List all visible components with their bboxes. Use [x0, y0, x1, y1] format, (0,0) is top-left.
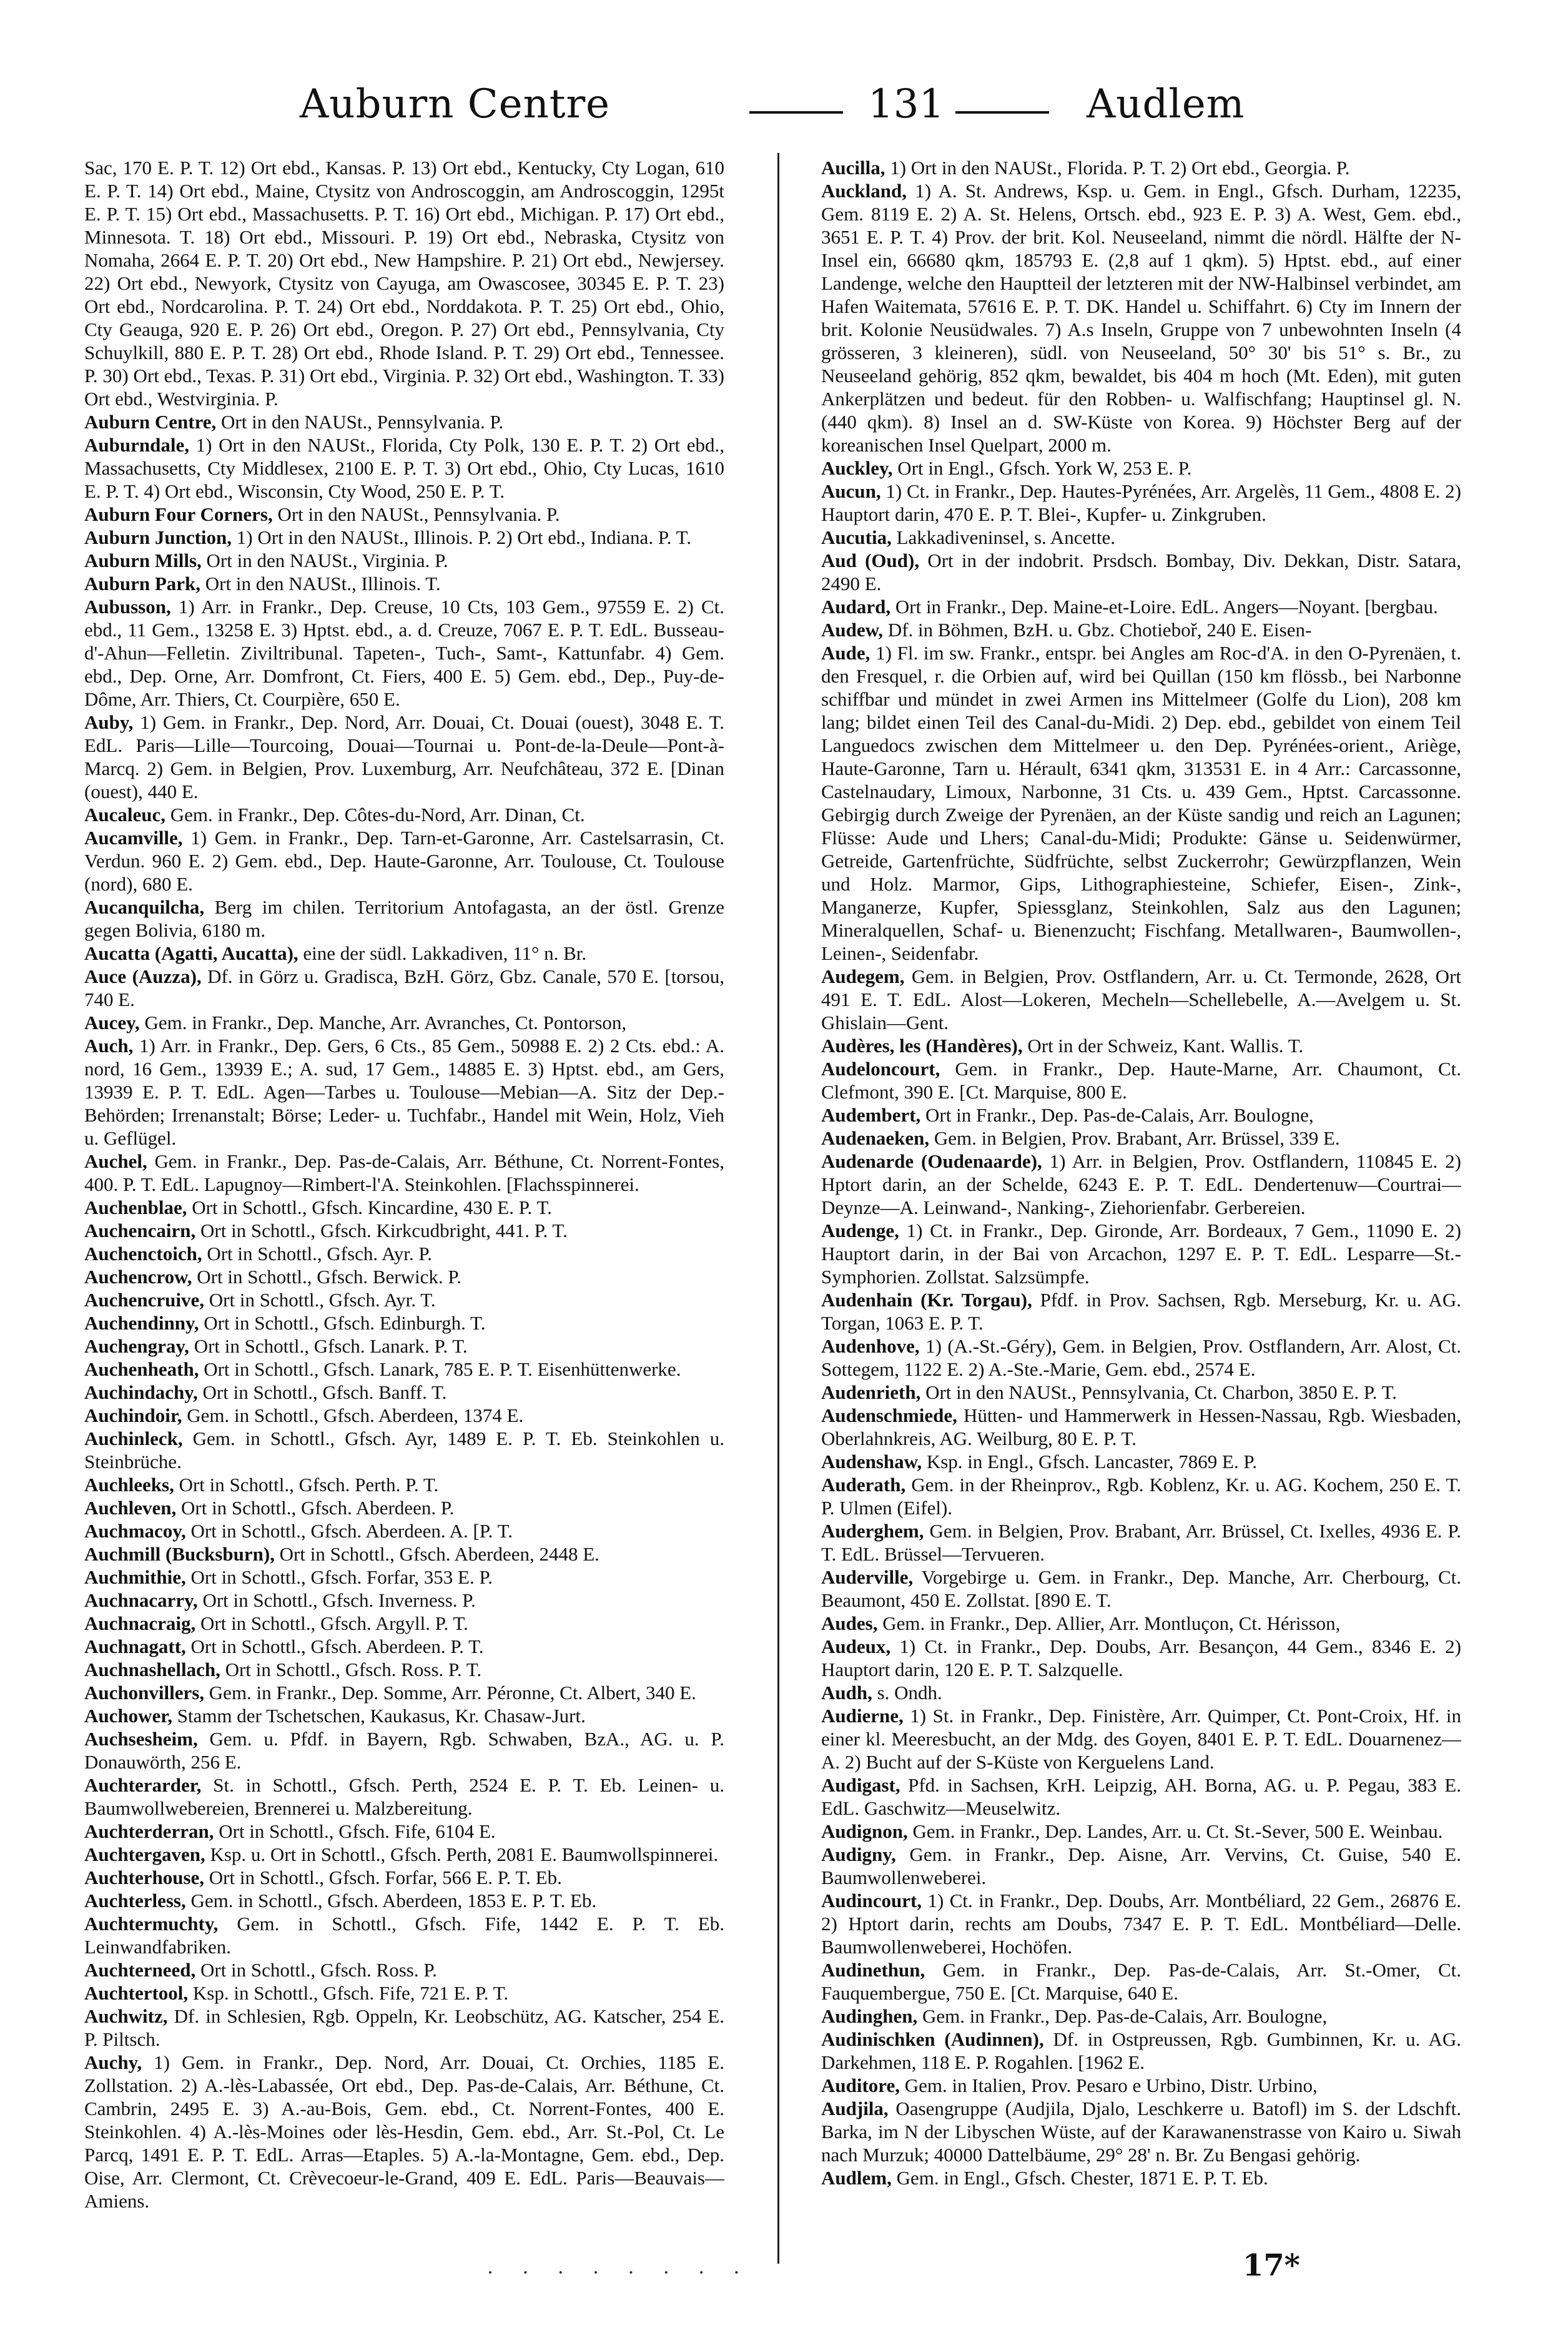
entry-text: Ksp. in Engl., Gfsch. Lancaster, 7869 E. P. [922, 1451, 1257, 1472]
entry-headword: Audenge, [821, 1220, 899, 1241]
entry-text: Ort in Schottl., Gfsch. Lanark, 785 E. P. T. Eisenhüttenwerke. [199, 1358, 681, 1380]
dictionary-entry [84, 1889, 724, 1912]
entry-headword: Aucey, [84, 1012, 140, 1033]
dictionary-entry [84, 1658, 724, 1681]
entry-headword: Auchsesheim, [84, 1728, 198, 1750]
entry-headword: Auchencruive, [84, 1289, 205, 1311]
column-divider [777, 153, 779, 2264]
entry-headword: Auckland, [821, 180, 907, 202]
entry-text: Ort in Schottl., Gfsch. Berwick. P. [192, 1266, 461, 1288]
entry-text: 1) Gem. in Frankr., Dep. Nord, Arr. Douai, Ct. Orchies, 1185 E. Zollstation. 2) A.-lès-Labassée, Ort ebd., Dep. Pas-de-Calais, Arr. Béthune, Ct. Cambrin, 2495 E. 3) A.-au-Bois, Gem. ebd., Ct. Norrent-Fontes, 400 E. Steinkohlen. 4) A.-lès-Moines oder lès-Hesdin, Gem. ebd., Arr. St.-Pol, Ct. Le Parcq, 1491 E. P. T. EdL. Arras—Etaples. 5) A.-la-Montagne, Gem. ebd., Dep. Oise, Arr. Clermont, Ct. Crèvecoeur-le-Grand, 409 E. EdL. Paris—Beauvais—Amiens. [84, 2051, 724, 2212]
entry-headword: Auchtergaven, [84, 1843, 205, 1865]
entry-headword: Auchterneed, [84, 1959, 196, 1981]
dictionary-entry [84, 1727, 724, 1773]
dictionary-entry [84, 433, 724, 503]
dictionary-entry [84, 1612, 724, 1635]
dictionary-entry [84, 1219, 724, 1242]
dictionary-entry [821, 480, 1461, 526]
dictionary-entry [84, 1589, 724, 1612]
dictionary-entry [84, 1958, 724, 1981]
entry-text: Df. in Ostpreussen, Rgb. Gumbinnen, Kr. u. AG. Darkehmen, 118 E. P. Rogahlen. [1962 E. [821, 2028, 1461, 2073]
entry-headword: Audenhove, [821, 1335, 920, 1357]
header-dash-right [955, 111, 1049, 114]
entry-text: Ort in Schottl., Gfsch. Ross. P. T. [220, 1659, 482, 1680]
entry-text: Df. in Böhmen, BzH. u. Gbz. Chotieboř, 240 E. Eisen- [883, 619, 1312, 641]
dictionary-entry [821, 1566, 1461, 1612]
dictionary-entry [821, 641, 1461, 965]
dictionary-entry [84, 1542, 724, 1566]
entry-headword: Auburn Centre, [84, 411, 217, 433]
dictionary-entry [84, 503, 724, 526]
dictionary-entry [84, 1519, 724, 1542]
dictionary-entry [821, 526, 1461, 549]
dictionary-entry [84, 1358, 724, 1381]
left-column [84, 156, 724, 2236]
entry-headword: Auchmacoy, [84, 1520, 186, 1542]
dictionary-entry [84, 711, 724, 803]
dictionary-entry [821, 1404, 1461, 1450]
entry-text: Gem. in Schottl., Gfsch. Fife, 1442 E. P. T. Eb. Leinwandfabriken. [84, 1913, 724, 1958]
entry-text: 1) (A.-St.-Géry), Gem. in Belgien, Prov. Ostflandern, Arr. Alost, Ct. Sottegem, 1122 E. 2) A.-Ste.-Marie, Gem. ebd., 2574 E. [821, 1335, 1461, 1380]
entry-headword: Auchendinny, [84, 1312, 199, 1334]
entry-headword: Audeux, [821, 1635, 891, 1657]
entry-text: Pfd. in Sachsen, KrH. Leipzig, AH. Borna, AG. u. P. Pegau, 383 E. EdL. Gaschwitz—Meuselwitz. [821, 1774, 1461, 1819]
entry-headword: Auch, [84, 1035, 134, 1057]
entry-headword: Auchenheath, [84, 1358, 199, 1380]
entry-text: 1) Ort in den NAUSt., Florida, Cty Polk, 130 E. P. T. 2) Ort ebd., Massachusetts, Cty Middlesex, 2100 E. P. T. 3) Ort ebd., Ohio, Cty Lucas, 1610 E. P. T. 4) Ort ebd., Wisconsin, Cty Wood, 250 E. P. T. [84, 434, 724, 502]
entry-headword: Auburn Mills, [84, 550, 202, 571]
entry-headword: Auchengray, [84, 1335, 189, 1357]
entry-text: Vorgebirge u. Gem. in Frankr., Dep. Manche, Arr. Cherbourg, Ct. Beaumont, 450 E. Zollstat. [890 E. T. [821, 1566, 1461, 1611]
entry-text: Ort in Schottl., Gfsch. Aberdeen. P. T. [185, 1635, 484, 1657]
dictionary-entry [84, 1843, 724, 1866]
entry-headword: Aucun, [821, 480, 881, 502]
entry-text: Gem. in Frankr., Dep. Aisne, Arr. Vervins, Ct. Guise, 540 E. Baumwollenweberei. [821, 1843, 1461, 1888]
entry-text: 1) St. in Frankr., Dep. Finistère, Arr. Quimper, Ct. Pont-Croix, Hf. in einer kl. Meeresbucht, an der Mdg. des Goyen, 8401 E. P. T. EdL. Douarnenez—A. 2) Bucht auf der S-Küste von Kerguelens Land. [821, 1705, 1461, 1773]
entry-headword: Aubusson, [84, 596, 171, 618]
dictionary-entry [821, 1034, 1461, 1057]
dictionary-entry [821, 1219, 1461, 1288]
entry-headword: Auchwitz, [84, 2005, 168, 2027]
entry-headword: Audjila, [821, 2098, 889, 2119]
dictionary-entry [821, 1958, 1461, 2005]
entry-text: St. in Schottl., Gfsch. Perth, 2524 E. P. T. Eb. Leinen- u. Baumwollwebereien, Brennerei u. Malzbereitung. [84, 1774, 724, 1819]
entry-text: Gem. in Belgien, Prov. Brabant, Arr. Brüssel, Ct. Ixelles, 4936 E. P. T. EdL. Brüssel—Tervueren. [821, 1520, 1461, 1565]
entry-headword: Auchterderran, [84, 1820, 214, 1842]
entry-text: 1) Arr. in Belgien, Prov. Ostflandern, 110845 E. 2) Hptort darin, an der Schelde, 6243 E. P. T. EdL. Dendertenuw—Courtrai—Deynze—A. Leinwand-, Nanking-, Ziehorienfabr. Gerbereien. [821, 1150, 1461, 1218]
entry-headword: Aude, [821, 642, 870, 664]
dictionary-entry [84, 549, 724, 572]
entry-text: Ort in Schottl., Gfsch. Forfar, 566 E. P. T. Eb. [204, 1867, 562, 1888]
entry-headword: Audew, [821, 619, 884, 641]
entry-text: Ort in Schottl., Gfsch. Banff. T. [197, 1381, 447, 1403]
entry-text: Gem. in der Rheinprov., Rgb. Koblenz, Kr. u. AG. Kochem, 250 E. T. P. Ulmen (Eifel). [821, 1474, 1461, 1519]
entry-text: Ort in Schottl., Gfsch. Edinburgh. T. [199, 1312, 486, 1334]
entry-headword: Auchmill (Bucksburn), [84, 1543, 275, 1565]
entry-headword: Auce (Auzza), [84, 965, 202, 987]
dictionary-entry [821, 2005, 1461, 2028]
dictionary-entry [821, 179, 1461, 456]
dictionary-entry [821, 456, 1461, 480]
entry-text: Berg im chilen. Territorium Antofagasta, an der östl. Grenze gegen Bolivia, 6180 m. [84, 896, 724, 941]
entry-headword: Auchnacarry, [84, 1589, 198, 1611]
right-column [821, 156, 1461, 2236]
entry-headword: Audenrieth, [821, 1381, 921, 1403]
dictionary-entry [821, 1473, 1461, 1519]
entry-text: Gem. in Frankr., Dep. Haute-Marne, Arr. Chaumont, Ct. Clefmont, 390 E. [Ct. Marquise, 800 E. [821, 1058, 1461, 1103]
dictionary-entry [84, 156, 724, 410]
entry-text: Ort in Schottl., Gfsch. Argyll. P. T. [195, 1612, 468, 1634]
entry-text: Ort in Schottl., Gfsch. Lanark. P. T. [189, 1335, 468, 1357]
entry-headword: Auditore, [821, 2074, 900, 2096]
dictionary-entry [821, 1381, 1461, 1404]
dictionary-entry [84, 1288, 724, 1311]
entry-text: Ort in den NAUSt., Virginia. P. [201, 550, 448, 571]
entry-headword: Auchterarder, [84, 1774, 202, 1796]
entry-text: Ort in den NAUSt., Illinois. T. [200, 573, 441, 594]
entry-text: Ort in Schottl., Gfsch. Aberdeen. P. [176, 1497, 455, 1519]
entry-text: Lakkadiveninsel, s. Ancette. [891, 526, 1115, 548]
entry-text: Gem. in Schottl., Gfsch. Ayr, 1489 E. P. T. Eb. Steinkohlen u. Steinbrüche. [84, 1428, 724, 1472]
dictionary-entry [821, 2097, 1461, 2166]
entry-text: Ort in Schottl., Gfsch. Ross. P. [195, 1959, 437, 1981]
entry-text: 1) Gem. in Frankr., Dep. Tarn-et-Garonne, Arr. Castelsarrasin, Ct. Verdun. 960 E. 2) Gem. ebd., Dep. Haute-Garonne, Arr. Toulouse, Ct. Toulouse (nord), 680 E. [84, 827, 724, 895]
dictionary-entry [821, 618, 1461, 641]
dictionary-entry [84, 1242, 724, 1265]
entry-headword: Audh, [821, 1682, 872, 1704]
dictionary-entry [821, 2074, 1461, 2097]
entry-text: Gem. in Frankr., Dep. Côtes-du-Nord, Arr. Dinan, Ct. [165, 804, 585, 826]
entry-headword: Auchterless, [84, 1890, 186, 1911]
dictionary-entry [84, 2005, 724, 2051]
entry-headword: Auchy, [84, 2051, 142, 2073]
dictionary-entry [84, 1196, 724, 1219]
dictionary-entry [821, 2028, 1461, 2074]
entry-text: Gem. in Schottl., Gfsch. Aberdeen, 1853 E. P. T. Eb. [185, 1890, 597, 1911]
dictionary-entry [84, 1404, 724, 1427]
entry-headword: Auburn Junction, [84, 526, 232, 548]
entry-headword: Auchinleck, [84, 1428, 183, 1449]
entry-headword: Audinghen, [821, 2005, 918, 2027]
entry-text: Gem. in Frankr., Dep. Pas-de-Calais, Arr. Béthune, Ct. Norrent-Fontes, 400. P. T. EdL. Lapugnoy—Rimbert-l'A. Steinkohlen. [Flachsspinnerei. [84, 1150, 724, 1195]
dictionary-entry [84, 1496, 724, 1519]
dictionary-entry [84, 803, 724, 826]
entry-headword: Audigny, [821, 1843, 896, 1865]
entry-text: Gem. in Frankr., Dep. Manche, Arr. Avranches, Ct. Pontorson, [139, 1012, 627, 1033]
dictionary-entry [84, 965, 724, 1011]
entry-text: Ort in Schottl., Gfsch. Kincardine, 430 E. P. T. [187, 1196, 552, 1218]
entry-text: eine der südl. Lakkadiven, 11° n. Br. [298, 942, 587, 964]
dictionary-entry [821, 1103, 1461, 1127]
entry-text: Df. in Schlesien, Rgb. Oppeln, Kr. Leobschütz, AG. Katscher, 254 E. P. Piltsch. [84, 2005, 724, 2050]
entry-headword: Auchel, [84, 1150, 147, 1172]
footer-dots: · · · · · · · · [487, 2261, 751, 2284]
entry-headword: Auchonvillers, [84, 1682, 205, 1704]
entry-headword: Aud (Oud), [821, 550, 920, 571]
dictionary-entry [84, 2051, 724, 2212]
entry-text: Gem. u. Pfdf. in Bayern, Rgb. Schwaben, BzA., AG. u. P. Donauwörth, 256 E. [84, 1728, 724, 1773]
entry-headword: Auchnacraig, [84, 1612, 196, 1634]
entry-headword: Audenhain (Kr. Torgau), [821, 1289, 1032, 1311]
entry-headword: Audeloncourt, [821, 1058, 940, 1080]
dictionary-entry [84, 1265, 724, 1288]
sheet-signature: 17* [1243, 2248, 1300, 2283]
entry-headword: Auchtertool, [84, 1982, 189, 2004]
entry-headword: Auchindoir, [84, 1404, 182, 1426]
dictionary-entry [821, 1612, 1461, 1635]
entry-headword: Audinethun, [821, 1959, 925, 1981]
entry-headword: Auchleven, [84, 1497, 177, 1519]
dictionary-entry [84, 895, 724, 942]
dictionary-entry [84, 1381, 724, 1404]
entry-text: Stamm der Tschetschen, Kaukasus, Kr. Chasaw-Jurt. [172, 1705, 586, 1727]
entry-text: Ort in Schottl., Gfsch. Perth. P. T. [174, 1474, 439, 1496]
dictionary-entry [84, 1681, 724, 1704]
entry-headword: Auchower, [84, 1705, 172, 1727]
dictionary-entry [821, 1704, 1461, 1773]
dictionary-entry [84, 526, 724, 549]
entry-headword: Aucutia, [821, 526, 892, 548]
dictionary-entry [821, 549, 1461, 595]
running-header [94, 75, 1486, 144]
entry-headword: Auburn Park, [84, 573, 201, 594]
entry-text: Gem. in Frankr., Dep. Pas-de-Calais, Arr. Boulogne, [917, 2005, 1328, 2027]
entry-text: Gem. in Engl., Gfsch. Chester, 1871 E. P. T. Eb. [891, 2167, 1268, 2189]
entry-headword: Auchnashellach, [84, 1659, 220, 1680]
dictionary-entry [821, 2166, 1461, 2189]
entry-text: 1) Ort in den NAUSt., Florida. P. T. 2) Ort ebd., Georgia. P. [885, 157, 1350, 179]
entry-text: Ort in Schottl., Gfsch. Ayr. T. [204, 1289, 436, 1311]
dictionary-entry [84, 1704, 724, 1727]
entry-headword: Auby, [84, 711, 134, 733]
entry-text: Ort in Frankr., Dep. Maine-et-Loire. EdL. Angers—Noyant. [bergbau. [890, 596, 1438, 618]
entry-text: Ort in den NAUSt., Pennsylvania. P. [272, 503, 560, 525]
entry-headword: Audembert, [821, 1104, 921, 1126]
entry-text: 1) Ct. in Frankr., Dep. Doubs, Arr. Besançon, 44 Gem., 8346 E. 2) Hauptort darin, 120 E. P. T. Salzquelle. [821, 1635, 1461, 1680]
entry-headword: Audignon, [821, 1820, 908, 1842]
entry-text: 1) A. St. Andrews, Ksp. u. Gem. in Engl., Gfsch. Durham, 12235, Gem. 8119 E. 2) A. St. Helens, Ortsch. ebd., 923 E. P. 3) A. West, Gem. ebd., 3651 E. P. T. 4) Prov. der brit. Kol. Neuseeland, nimmt die nördl. Hälfte der N-Insel ein, 66680 qkm, 185793 E. (2,8 auf 1 qkm). 5) Hptst. ebd., auf einer Landenge, welche den Hauptteil der letzteren mit der NW-Halbinsel verbindet, am Hafen Waitemata, 57616 E. P. T. DK. Handel u. Schiffahrt. 6) Cty im Innern der brit. Kolonie Neusüdwales. 7) A.s Inseln, Gruppe von 7 unbewohnten Inseln (4 grösseren, 3 kleineren), südl. von Neuseeland, 50° 30' bis 51° s. Br., zu Neuseeland gehörig, 852 qkm, bewaldet, bis 404 m hoch (Mt. Eden), mit guten Ankerplätzen und bedeut. für den Robben- u. Walfischfang; Hauptinsel gl. N. (440 qkm). 8) Insel an d. SW-Küste von Korea. 9) Höchster Berg auf der koreanischen Insel Quelpart, 2000 m. [821, 180, 1461, 456]
entry-headword: Audenarde (Oudenaarde), [821, 1150, 1042, 1172]
entry-headword: Audigast, [821, 1774, 900, 1796]
entry-headword: Audenaeken, [821, 1127, 930, 1149]
dictionary-entry [84, 1011, 724, 1034]
entry-text: 1) Ct. in Frankr., Dep. Doubs, Arr. Montbéliard, 22 Gem., 26876 E. 2) Hptort darin, rechts am Doubs, 7347 E. P. T. EdL. Montbéliard—Delle. Baumwollenweberei, Hochöfen. [821, 1890, 1461, 1958]
dictionary-entry [84, 1773, 724, 1820]
entry-headword: Auchindachy, [84, 1381, 198, 1403]
entry-text: Ort in Frankr., Dep. Pas-de-Calais, Arr. Boulogne, [920, 1104, 1314, 1126]
entry-text: Gem. in Belgien, Prov. Brabant, Arr. Brüssel, 339 E. [929, 1127, 1340, 1149]
dictionary-entry [84, 1334, 724, 1358]
entry-text: Ort in Schottl., Gfsch. Fife, 6104 E. [214, 1820, 496, 1842]
entry-text: 1) Ort in den NAUSt., Illinois. P. 2) Ort ebd., Indiana. P. T. [232, 526, 691, 548]
dictionary-entry [84, 1635, 724, 1658]
entry-headword: Auburn Four Corners, [84, 503, 273, 525]
entry-text: Ort in Schottl., Gfsch. Ayr. P. [202, 1243, 432, 1265]
dictionary-entry [821, 1150, 1461, 1219]
dictionary-entry [84, 1981, 724, 2005]
entry-headword: Auchmithie, [84, 1566, 186, 1588]
entry-text: 1) Fl. im sw. Frankr., entspr. bei Angles am Roc-d'A. in den O-Pyrenäen, t. den Fresquel, r. die Orbien auf, wird bei Quillan (150 km flössb., bei Narbonne schiffbar und mündet in zwei Armen ins Mittelmeer (Golfe du Lion), 208 km lang; bildet einen Teil des Canal-du-Midi. 2) Dep. ebd., gebildet von einem Teil Languedocs zwischen dem Mittelmeer u. den Dep. Pyrénées-orient., Ariège, Haute-Garonne, Tarn u. Hérault, 6341 qkm, 313531 E. in 4 Arr.: Carcassonne, Castelnaudary, Limoux, Narbonne, 31 Cts. u. 439 Gem., Hptst. Carcassonne. Gebirgig durch Zweige der Pyrenäen, an der Küste sandig und reich an Lagunen; Flüsse: Aude und Lhers; Canal-du-Midi; Produkte: Gänse u. Seidenwürmer, Getreide, Gartenfrüchte, Südfrüchte, selbst Zuckerrohr; Gewürzpflanzen, Wein und Holz. Marmor, Gips, Lithographiesteine, Schiefer, Eisen-, Zink-, Manganerze, Kupfer, Spiessglanz, Steinkohlen, Salz aus den Lagunen; Mineralquellen, Schaf- u. Bienenzucht; Fischfang. Metallwaren-, Baumwollen-, Leinen-, Seidenfabr. [821, 642, 1461, 964]
entry-text: 1) Arr. in Frankr., Dep. Gers, 6 Cts., 85 Gem., 50988 E. 2) 2 Cts. ebd.: A. nord, 16 Gem., 13939 E.; A. sud, 17 Gem., 14885 E. 3) Hptst. ebd., am Gers, 13939 E. P. T. EdL. Agen—Tarbes u. Toulouse—Mebian—A. Sitz der Dep.-Behörden; Irrenanstalt; Börse; Leder- u. Tuchfabr., Handel mit Wein, Holz, Vieh u. Geflügel. [84, 1035, 724, 1149]
dictionary-entry [84, 1427, 724, 1473]
entry-text: Gem. in Frankr., Dep. Landes, Arr. u. Ct. St.-Sever, 500 E. Weinbau. [907, 1820, 1443, 1842]
entry-text: Ort in Schottl., Gfsch. Kirkcudbright, 441. P. T. [195, 1220, 568, 1241]
dictionary-entry [84, 1150, 724, 1196]
entry-headword: Aucaleuc, [84, 804, 166, 826]
entry-headword: Auderville, [821, 1566, 914, 1588]
entry-headword: Audierne, [821, 1705, 904, 1727]
dictionary-entry [84, 1866, 724, 1889]
entry-headword: Aucilla, [821, 157, 885, 179]
entry-headword: Audegem, [821, 965, 905, 987]
dictionary-entry [84, 1473, 724, 1496]
dictionary-entry [84, 1566, 724, 1589]
entry-text: s. Ondh. [872, 1682, 942, 1704]
header-first-entry: Auburn Centre [300, 81, 611, 127]
dictionary-entry [84, 942, 724, 965]
dictionary-entry [821, 1519, 1461, 1566]
entry-headword: Audlem, [821, 2167, 892, 2189]
entry-headword: Audères, les (Handères), [821, 1035, 1023, 1057]
dictionary-entry [84, 1820, 724, 1843]
dictionary-entry [84, 410, 724, 433]
entry-text: Gem. in Schottl., Gfsch. Aberdeen, 1374 E. [182, 1404, 524, 1426]
dictionary-entry [821, 1334, 1461, 1381]
dictionary-entry [84, 1034, 724, 1150]
entry-text: 1) Ct. in Frankr., Dep. Gironde, Arr. Bordeaux, 7 Gem., 11090 E. 2) Hauptort darin, in der Bai von Arcachon, 1297 E. P. T. EdL. Lesparre—St.-Symphorien. Zollstat. Salzsümpfe. [821, 1220, 1461, 1288]
entry-headword: Auchenblae, [84, 1196, 187, 1218]
dictionary-entry [821, 1843, 1461, 1889]
entry-headword: Auchleeks, [84, 1474, 174, 1496]
entry-headword: Auchterhouse, [84, 1867, 205, 1888]
dictionary-entry [821, 1057, 1461, 1103]
entry-text: Hütten- und Hammerwerk in Hessen-Nassau, Rgb. Wiesbaden, Oberlahnkreis, AG. Weilburg, 80 E. P. T. [821, 1404, 1461, 1449]
entry-headword: Aucamville, [84, 827, 183, 849]
entry-text: Gem. in Belgien, Prov. Ostflandern, Arr. u. Ct. Termonde, 2628, Ort 491 E. T. EdL. Alost—Lokeren, Mecheln—Schellebelle, A.—Avelgem u. St. Ghislain—Gent. [821, 965, 1461, 1033]
dictionary-entry [821, 1127, 1461, 1150]
entry-headword: Audenshaw, [821, 1451, 922, 1472]
entry-headword: Auchenctoich, [84, 1243, 202, 1265]
entry-text: Ort in der indobrit. Prsdsch. Bombay, Div. Dekkan, Distr. Satara, 2490 E. [821, 550, 1461, 594]
entry-text: 1) Ct. in Frankr., Dep. Hautes-Pyrénées, Arr. Argelès, 11 Gem., 4808 E. 2) Hauptort darin, 470 E. P. T. Blei-, Kupfer- u. Zinkgruben. [821, 480, 1461, 525]
dictionary-entry [821, 1889, 1461, 1958]
entry-text: Ort in der Schweiz, Kant. Wallis. T. [1022, 1035, 1304, 1057]
entry-headword: Aucatta (Agatti, Aucatta), [84, 942, 298, 964]
page-number: 131 [868, 81, 945, 127]
entry-headword: Auburndale, [84, 434, 189, 456]
dictionary-entry [821, 1288, 1461, 1334]
entry-text: 1) Gem. in Frankr., Dep. Nord, Arr. Douai, Ct. Douai (ouest), 3048 E. T. EdL. Paris—Lille—Tourcoing, Douai—Tournai u. Pont-de-la-Deule—Pont-à-Marcq. 2) Gem. in Belgien, Prov. Luxemburg, Arr. Neufchâteau, 372 E. [Dinan (ouest), 440 E. [84, 711, 724, 802]
dictionary-entry [84, 595, 724, 711]
entry-headword: Audes, [821, 1612, 878, 1634]
entry-text: 1) Arr. in Frankr., Dep. Creuse, 10 Cts, 103 Gem., 97559 E. 2) Ct. ebd., 11 Gem., 13258 E. 3) Hptst. ebd., a. d. Creuze, 7067 E. P. T. EdL. Busseau-d'-Ahun—Felletin. Ziviltribunal. Tapeten-, Tuch-, Samt-, Kattunfabr. 4) Gem. ebd., Dep. Orne, Arr. Domfront, Ct. Fiers, 400 E. 5) Gem. ebd., Dep., Puy-de-Dôme, Arr. Thiers, Ct. Courpière, 650 E. [84, 596, 724, 710]
entry-headword: Audincourt, [821, 1890, 922, 1911]
entry-text: Ort in den NAUSt., Pennsylvania. P. [216, 411, 504, 433]
dictionary-entry [821, 1773, 1461, 1820]
entry-headword: Audenschmiede, [821, 1404, 957, 1426]
entry-headword: Audinischken (Audinnen), [821, 2028, 1044, 2050]
entry-text: Sac, 170 E. P. T. 12) Ort ebd., Kansas. P. 13) Ort ebd., Kentucky, Cty Logan, 610 E. P. T. 14) Ort ebd., Maine, Ctysitz von Androscoggin, am Androscoggin, 1295t E. P. T. 15) Ort ebd., Massachusetts. P. T. 16) Ort ebd., Michigan. P. 17) Ort ebd., Minnesota. T. 18) Ort ebd., Missouri. P. 19) Ort ebd., Nebraska, Ctysitz von Nomaha, 2664 E. P. T. 20) Ort ebd., New Hampshire. P. 21) Ort ebd., Newjersey. 22) Ort ebd., Newyork, Ctysitz von Cayuga, am Owascosee, 30345 E. P. T. 23) Ort ebd., Nordcarolina. P. T. 24) Ort ebd., Norddakota. P. T. 25) Ort ebd., Ohio, Cty Geauga, 920 E. P. 26) Ort ebd., Oregon. P. 27) Ort ebd., Pennsylvania, Cty Schuylkill, 880 E. P. T. 28) Ort ebd., Rhode Island. P. T. 29) Ort ebd., Tennessee. P. 30) Ort ebd., Texas. P. 31) Ort ebd., Virginia. P. 32) Ort ebd., Washington. T. 33) Ort ebd., Westvirginia. P. [84, 157, 724, 410]
header-dash-left [749, 111, 843, 114]
entry-text: Gem. in Frankr., Dep. Allier, Arr. Montluçon, Ct. Hérisson, [877, 1612, 1341, 1634]
entry-text: Gem. in Frankr., Dep. Pas-de-Calais, Arr. St.-Omer, Ct. Fauquembergue, 750 E. [Ct. Marquise, 640 E. [821, 1959, 1461, 2004]
entry-text: Ort in Schottl., Gfsch. Forfar, 353 E. P. [185, 1566, 493, 1588]
dictionary-entry [84, 826, 724, 895]
entry-text: Ort in Engl., Gfsch. York W, 253 E. P. [892, 457, 1192, 479]
entry-text: Ort in den NAUSt., Pennsylvania, Ct. Charbon, 3850 E. P. T. [920, 1381, 1397, 1403]
entry-headword: Auderghem, [821, 1520, 924, 1542]
entry-text: Df. in Görz u. Gradisca, BzH. Görz, Gbz. Canale, 570 E. [torsou, 740 E. [84, 965, 724, 1010]
dictionary-entry [821, 156, 1461, 179]
dictionary-entry [821, 1820, 1461, 1843]
entry-text: Gem. in Frankr., Dep. Somme, Arr. Péronne, Ct. Albert, 340 E. [204, 1682, 696, 1704]
dictionary-entry [84, 1912, 724, 1958]
dictionary-entry [821, 595, 1461, 618]
entry-text: Ort in Schottl., Gfsch. Inverness. P. [197, 1589, 476, 1611]
entry-headword: Audard, [821, 596, 891, 618]
entry-text: Ort in Schottl., Gfsch. Aberdeen. A. [P. T. [185, 1520, 513, 1542]
entry-headword: Auckley, [821, 457, 893, 479]
entry-headword: Auchtermuchty, [84, 1913, 219, 1935]
entry-text: Gem. in Italien, Prov. Pesaro e Urbino, Distr. Urbino, [900, 2074, 1318, 2096]
dictionary-entry [84, 572, 724, 595]
entry-headword: Auderath, [821, 1474, 906, 1496]
dictionary-entry [821, 1681, 1461, 1704]
entry-text: Ksp. u. Ort in Schottl., Gfsch. Perth, 2081 E. Baumwollspinnerei. [205, 1843, 719, 1865]
entry-text: Ort in Schottl., Gfsch. Aberdeen, 2448 E. [274, 1543, 599, 1565]
entry-text: Pfdf. in Prov. Sachsen, Rgb. Merseburg, Kr. u. AG. Torgan, 1063 E. P. T. [821, 1289, 1461, 1334]
dictionary-entry [821, 1635, 1461, 1681]
entry-text: Ksp. in Schottl., Gfsch. Fife, 721 E. P. T. [188, 1982, 509, 2004]
dictionary-entry [84, 1311, 724, 1334]
dictionary-entry [821, 1450, 1461, 1473]
entry-text: Oasengruppe (Audjila, Djalo, Leschkerre u. Batofl) im S. der Ldschft. Barka, im N der Libyschen Wüste, auf der Karawanenstrasse von Kairo u. Siwah nach Murzuk; 40000 Dattelbäume, 29° 28' n. Br. Zu Bengasi gehörig. [821, 2098, 1461, 2166]
entry-headword: Auchencrow, [84, 1266, 192, 1288]
dictionary-entry [821, 965, 1461, 1034]
header-last-entry: Audlem [1087, 81, 1245, 127]
entry-headword: Auchnagatt, [84, 1635, 186, 1657]
entry-headword: Aucanquilcha, [84, 896, 205, 918]
entry-headword: Auchencairn, [84, 1220, 196, 1241]
